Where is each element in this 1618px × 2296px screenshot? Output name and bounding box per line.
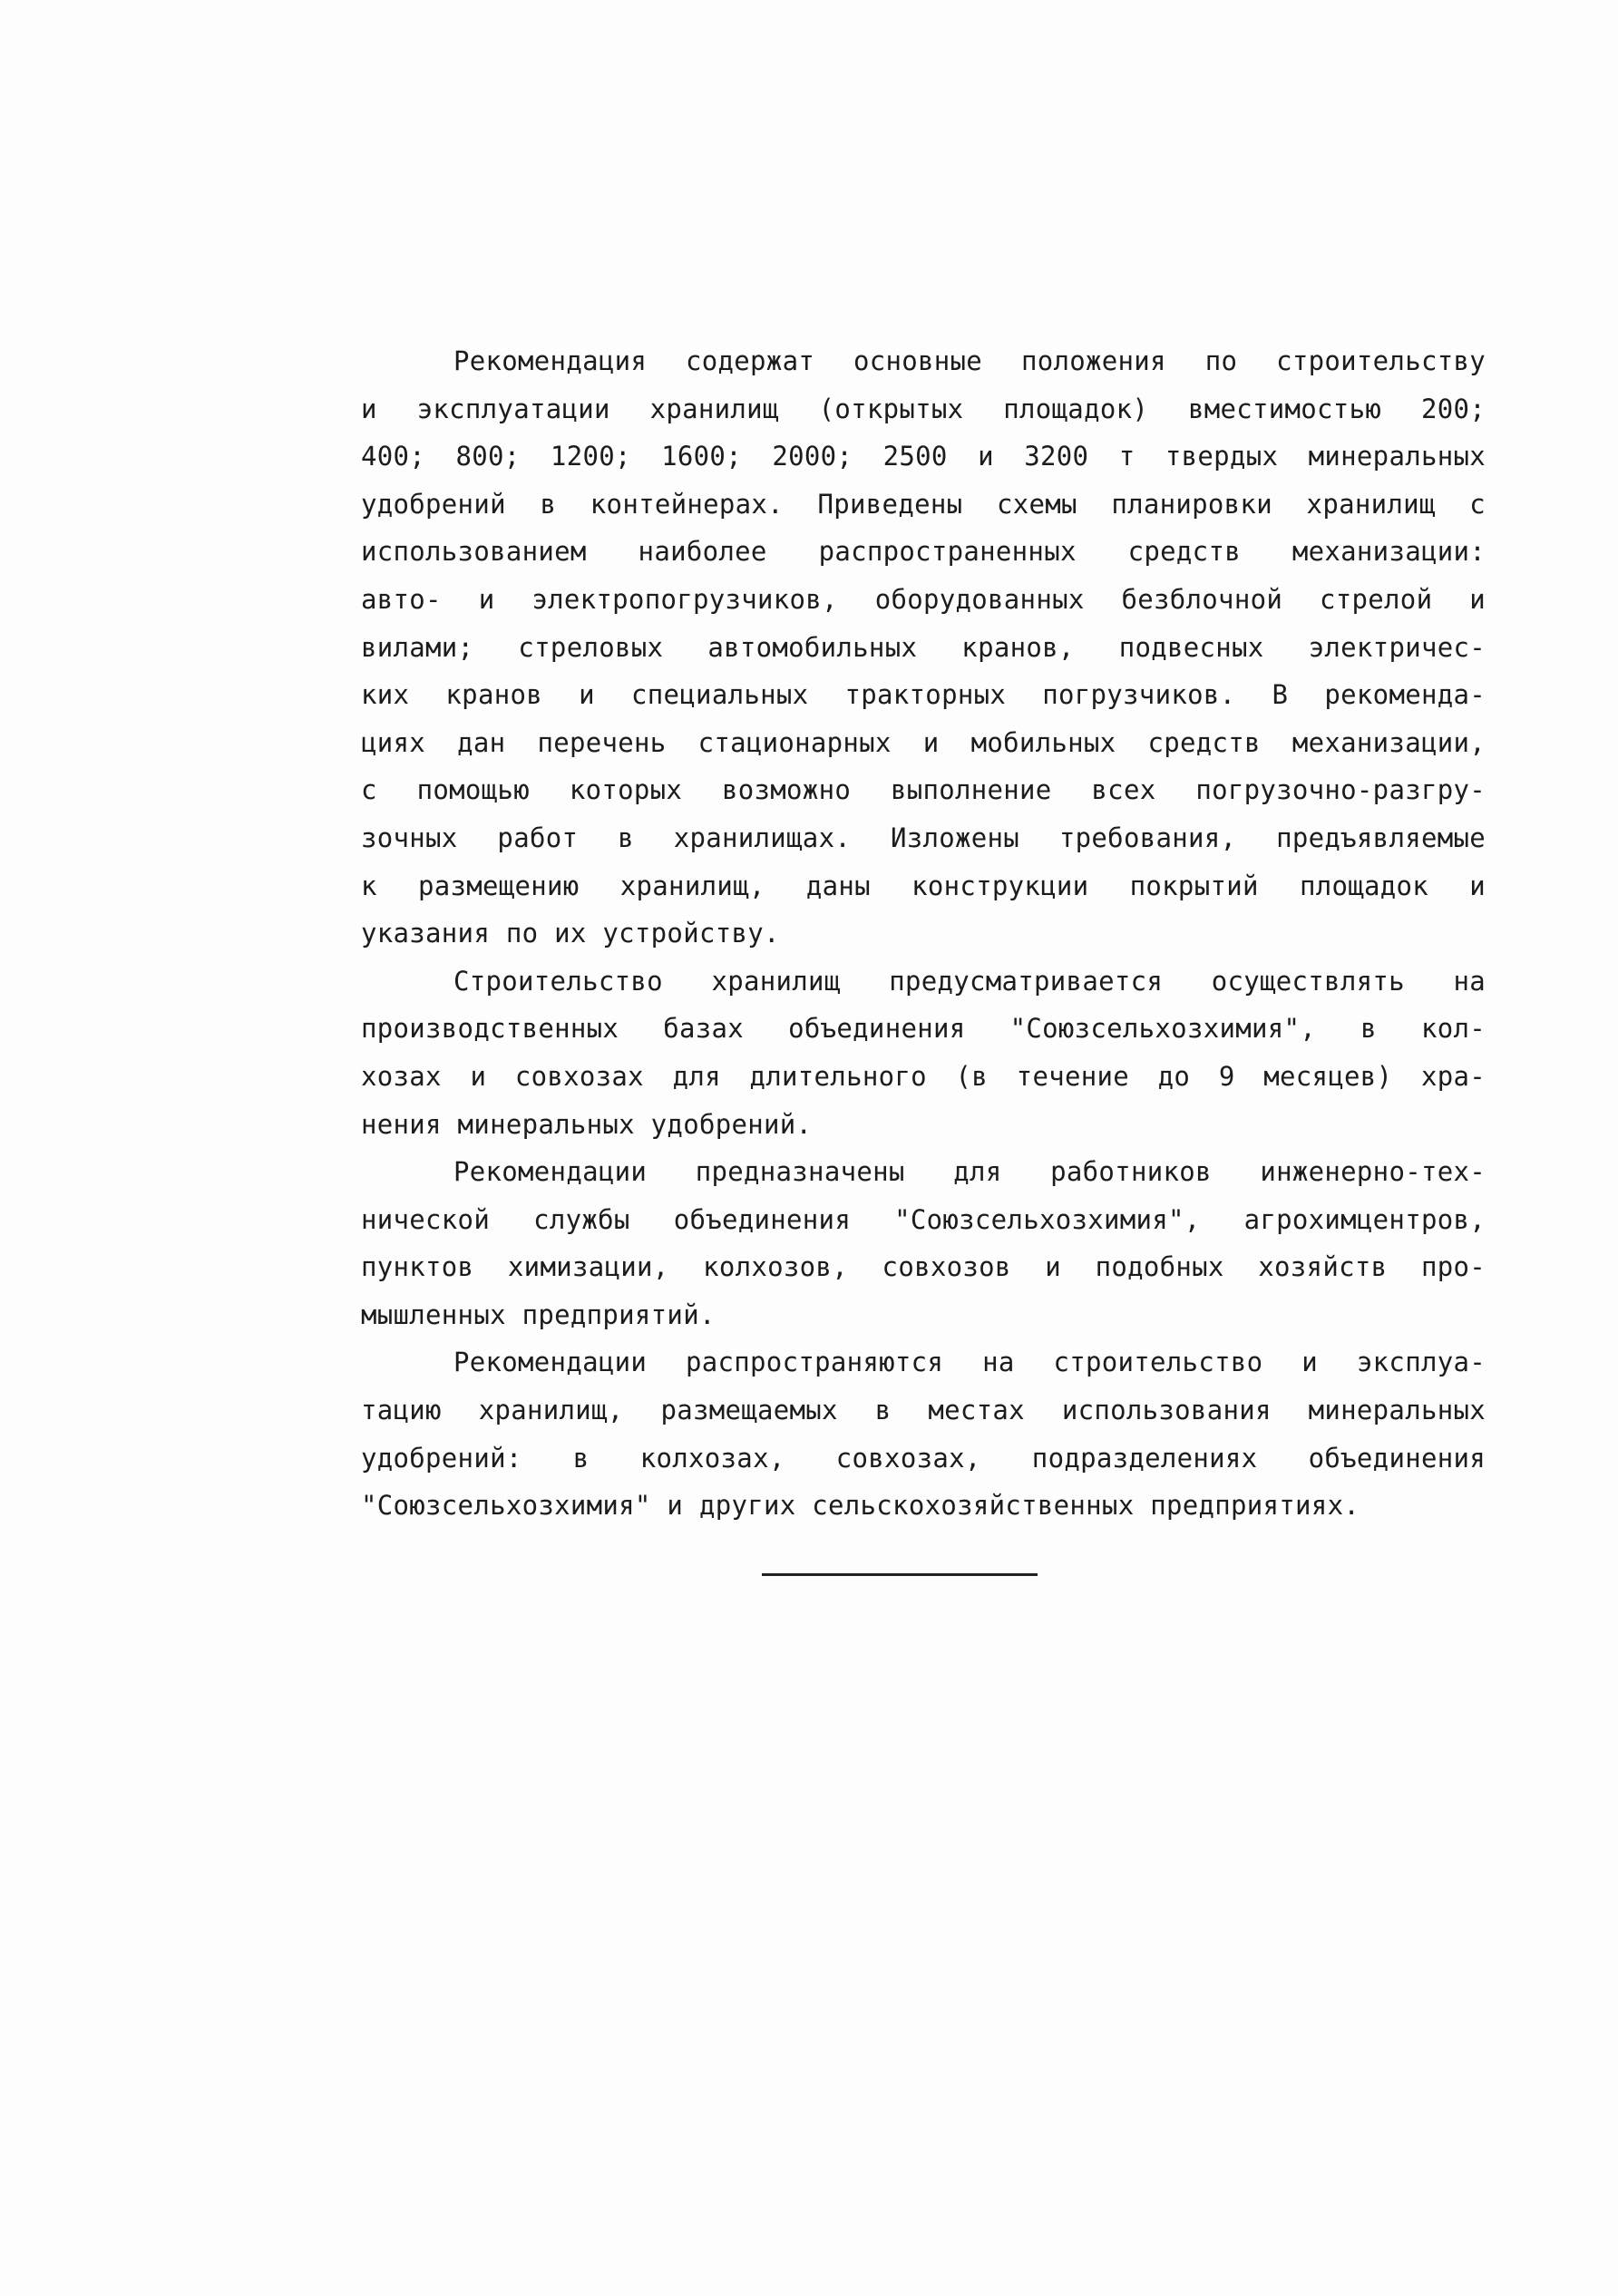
text-line: 400; 800; 1200; 1600; 2000; 2500 и 3200 т твердых минеральных — [361, 441, 1486, 472]
paragraph-2 — [361, 958, 1486, 1148]
text-line: мышленных предприятий. — [361, 1299, 716, 1330]
text-line: с помощью которых возможно выполнение всех погрузочно-разгру- — [361, 774, 1486, 806]
text-line: авто- и электропогрузчиков, оборудованных безблочной стрелой и — [361, 583, 1486, 615]
text-line: к размещению хранилищ, даны конструкции покрытий площадок и — [361, 870, 1486, 901]
text-line: использованием наиболее распространенных средств механизации: — [361, 536, 1486, 568]
text-line: хозах и совхозах для длительного (в течение до 9 месяцев) хра- — [361, 1060, 1486, 1092]
text-line: нения минеральных удобрений. — [361, 1108, 813, 1140]
text-line: Рекомендации предназначены для работников инженерно-тех- — [453, 1156, 1486, 1188]
text-line: пунктов химизации, колхозов, совхозов и подобных хозяйств про- — [361, 1251, 1486, 1283]
text-line: указания по их устройству. — [361, 918, 780, 949]
text-line: производственных базах объединения "Союзсельхозхимия", в кол- — [361, 1013, 1486, 1045]
text-line: ких кранов и специальных тракторных погрузчиков. В рекоменда- — [361, 679, 1486, 711]
text-line: "Союзсельхозхимия" и других сельскохозяйственных предприятиях. — [361, 1490, 1360, 1522]
paragraph-1 — [361, 337, 1486, 958]
paragraph-4 — [361, 1338, 1486, 1529]
text-line: и эксплуатации хранилищ (открытых площадок) вместимостью 200; — [361, 393, 1486, 424]
text-line: зочных работ в хранилищах. Изложены требования, предъявляемые — [361, 822, 1486, 853]
text-line: удобрений: в колхозах, совхозах, подразделениях объединения — [361, 1442, 1486, 1474]
text-line: вилами; стреловых автомобильных кранов, подвесных электричес- — [361, 631, 1486, 663]
text-line: нической службы объединения "Союзсельхозхимия", агрохимцентров, — [361, 1203, 1486, 1235]
text-line: циях дан перечень стационарных и мобильных средств механизации, — [361, 726, 1486, 758]
paragraph-3 — [361, 1148, 1486, 1338]
end-separator-line — [762, 1573, 1038, 1576]
text-line: тацию хранилищ, размещаемых в местах использования минеральных — [361, 1395, 1486, 1426]
text-line: удобрений в контейнерах. Приведены схемы планировки хранилищ с — [361, 488, 1486, 520]
text-line: Рекомендация содержат основные положения по строительству — [453, 345, 1486, 376]
text-line: Строительство хранилищ предусматривается осуществлять на — [453, 965, 1486, 997]
body-text — [361, 337, 1486, 1530]
text-line: Рекомендации распространяются на строительство и эксплуа- — [453, 1347, 1486, 1378]
